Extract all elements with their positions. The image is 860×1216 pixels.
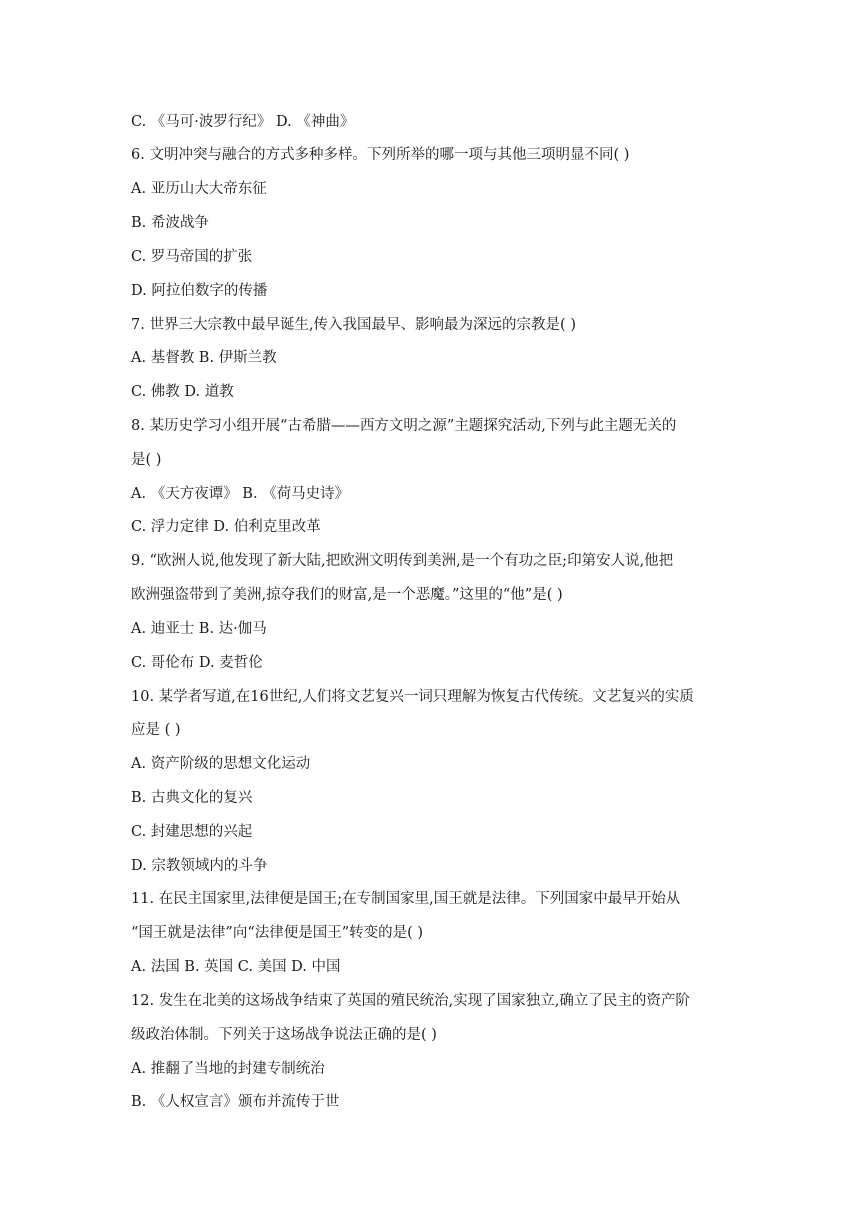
option-line: C. 哥伦布 D. 麦哲伦 <box>131 655 263 671</box>
option-line: B. 希波战争 <box>131 215 209 231</box>
question-9-cont: 欧洲强盗带到了美洲,掠夺我们的财富,是一个恶魔。”这里的“他”是( ) <box>131 587 563 603</box>
question-11: 11. 在民主国家里,法律便是国王;在专制国家里,国王就是法律。下列国家中最早开始从 <box>131 891 681 907</box>
question-10-cont: 应是 ( ) <box>131 722 181 738</box>
option-line: A. 资产阶级的思想文化运动 <box>131 756 311 772</box>
question-12-cont: 级政治体制。下列关于这场战争说法正确的是( ) <box>131 1027 437 1043</box>
question-12: 12. 发生在北美的这场战争结束了英国的殖民统治,实现了国家独立,确立了民主的资产阶 <box>131 993 690 1009</box>
option-line: A. 《天方夜谭》 B. 《荷马史诗》 <box>131 486 350 502</box>
option-line: C. 佛教 D. 道教 <box>131 384 234 400</box>
option-line: B. 《人权宣言》颁布并流传于世 <box>131 1094 340 1110</box>
option-line: C. 《马可·波罗行纪》 D. 《神曲》 <box>131 114 355 130</box>
option-line: A. 迪亚士 B. 达·伽马 <box>131 621 267 637</box>
question-9: 9. “欧洲人说,他发现了新大陆,把欧洲文明传到美洲,是一个有功之臣;印第安人说,他把 <box>131 553 674 569</box>
option-line: A. 亚历山大大帝东征 <box>131 181 267 197</box>
question-8-cont: 是( ) <box>131 452 162 468</box>
option-line: B. 古典文化的复兴 <box>131 790 253 806</box>
option-line: A. 法国 B. 英国 C. 美国 D. 中国 <box>131 959 341 975</box>
option-line: C. 封建思想的兴起 <box>131 824 253 840</box>
option-line: C. 浮力定律 D. 伯利克里改革 <box>131 519 321 535</box>
option-line: A. 基督教 B. 伊斯兰教 <box>131 350 277 366</box>
option-line: D. 宗教领域内的斗争 <box>131 858 268 874</box>
question-6: 6. 文明冲突与融合的方式多种多样。下列所举的哪一项与其他三项明显不同( ) <box>131 147 630 163</box>
question-7: 7. 世界三大宗教中最早诞生,传入我国最早、影响最为深远的宗教是( ) <box>131 317 576 333</box>
option-line: A. 推翻了当地的封建专制统治 <box>131 1061 325 1077</box>
option-line: D. 阿拉伯数字的传播 <box>131 283 268 299</box>
option-line: C. 罗马帝国的扩张 <box>131 249 253 265</box>
question-8: 8. 某历史学习小组开展“古希腊——西方文明之源”主题探究活动,下列与此主题无关的 <box>131 418 677 434</box>
question-11-cont: “国王就是法律”向“法律便是国王”转变的是( ) <box>131 925 424 941</box>
question-10: 10. 某学者写道,在16世纪,人们将文艺复兴一词只理解为恢复古代传统。文艺复兴的实质 <box>131 689 694 705</box>
